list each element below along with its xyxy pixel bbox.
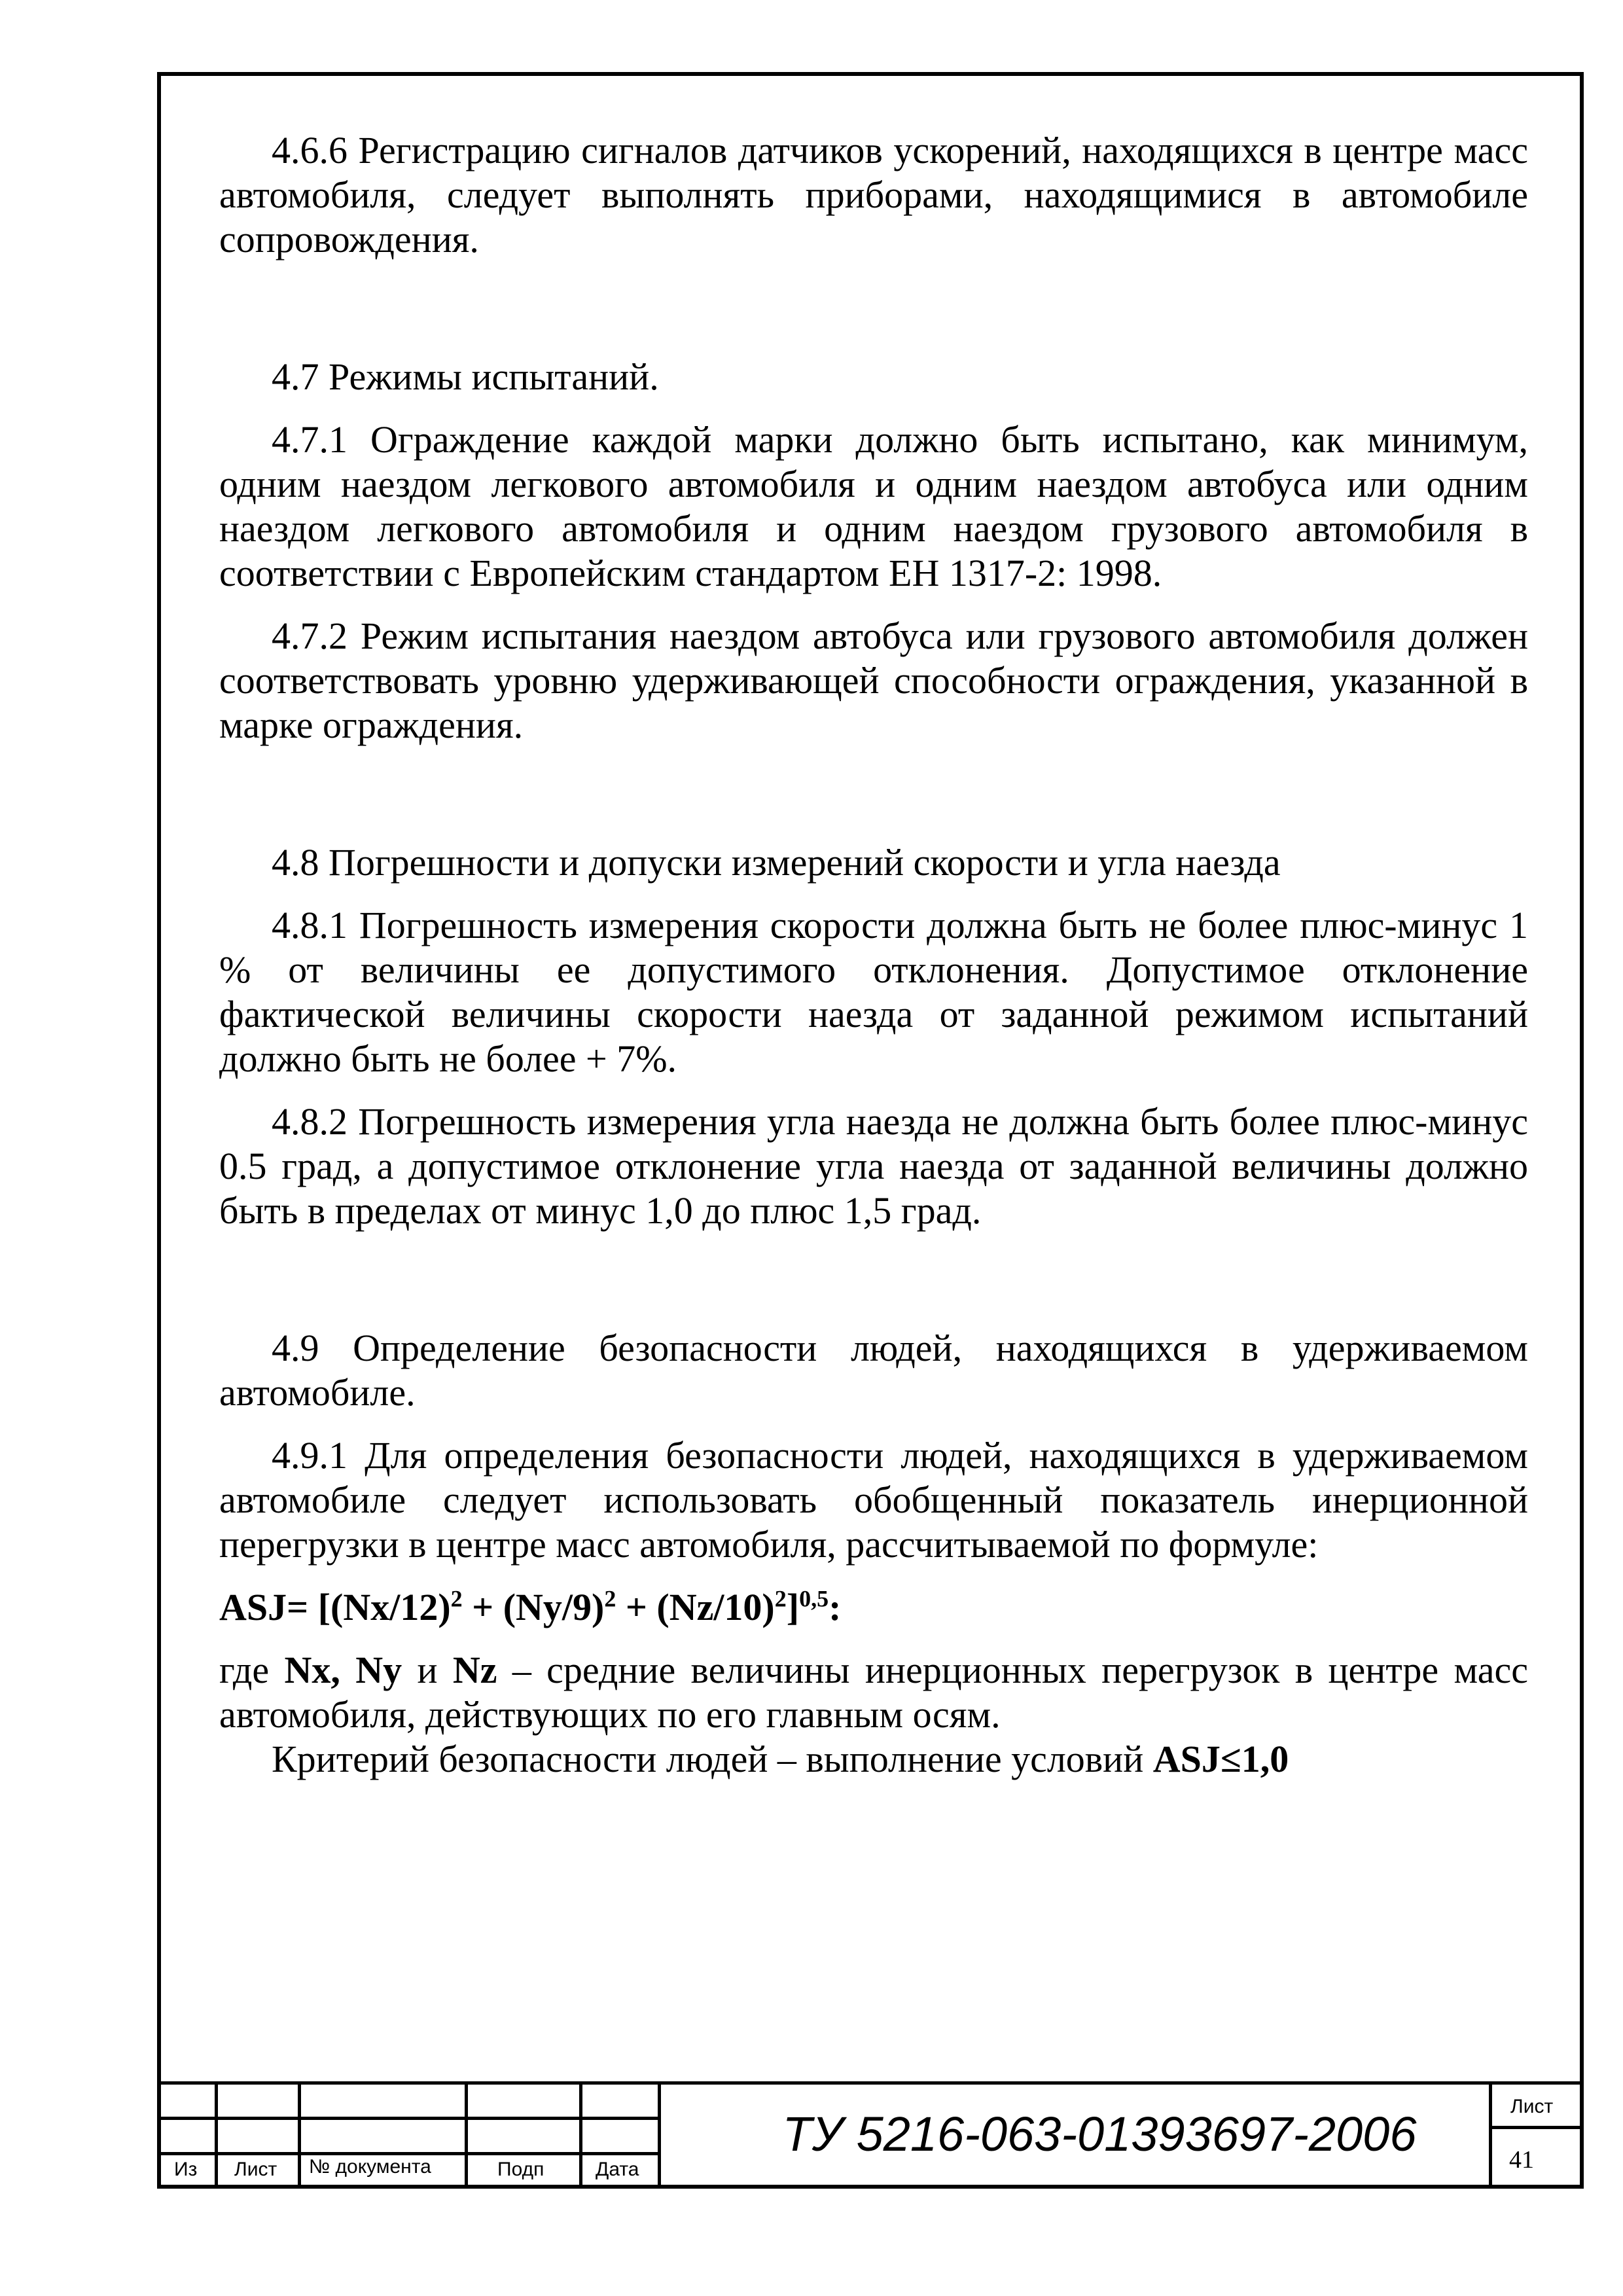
paragraph-4-7-2: 4.7.2 Режим испытания наездом автобуса или грузового автомобиля должен соответствовать уровню удерживающей способности ограждения, указанной в марке ограждения. xyxy=(219,615,1528,746)
label-iz: Из xyxy=(174,2159,198,2180)
formula-legend: где Nx, Ny и Nz – средние величины инерционных перегрузок в центре масс автомобиля, действующих по его главным осям. xyxy=(219,1649,1529,1736)
grid-line xyxy=(658,2081,661,2189)
paragraph-4-6-6: 4.6.6 Регистрацию сигналов датчиков ускорений, находящихся в центре масс автомобиля, следует выполнять приборами, находящимися в автомобиле сопровождения. xyxy=(219,129,1528,260)
grid-line xyxy=(157,2117,661,2120)
label-doc-number: № документа xyxy=(309,2156,431,2178)
grid-line xyxy=(157,2152,661,2155)
label-list: Лист xyxy=(234,2159,277,2180)
section-heading-4-8: 4.8 Погрешности и допуски измерений скорости и угла наезда xyxy=(272,841,1281,884)
grid-line xyxy=(579,2081,582,2189)
document-code: ТУ 5216-063-01393697-2006 xyxy=(782,2107,1417,2161)
grid-line xyxy=(465,2081,468,2189)
paragraph-4-8-2: 4.8.2 Погрешность измерения угла наезда не должна быть более плюс-минус 0.5 град, а допустимое отклонение угла наезда от заданной величины должно быть в пределах от минус 1,0 до плюс 1,5 град. xyxy=(219,1100,1528,1232)
label-signature: Подп xyxy=(497,2159,544,2180)
grid-line xyxy=(298,2081,301,2189)
grid-line xyxy=(1489,2081,1492,2189)
asj-formula: $ASJ= [(Nx/12)^2 + (Ny/9)^2 + (Nz/10)^2]^{0,5}$: xyxy=(219,1585,842,1628)
label-date: Дата xyxy=(596,2159,639,2180)
paragraph-4-8-1: 4.8.1 Погрешность измерения скорости должна быть не более плюс-минус 1 % от величины ее допустимого отклонения. Допустимое отклонение фактической величины скорости наезда от заданной режимом испытаний должно быть не более + 7%. xyxy=(219,904,1528,1080)
paragraph-4-7-1: 4.7.1 Ограждение каждой марки должно быть испытано, как минимум, одним наездом легкового автомобиля и одним наездом автобуса или одним наездом легкового автомобиля и одним наездом грузового автомобиля в соответствии с Европейским стандартом ЕН 1317-2: 1998. xyxy=(219,418,1528,594)
paragraph-4-9-1: 4.9.1 Для определения безопасности людей, находящихся в удерживаемом автомобиле следует использовать обобщенный показатель инерционной перегрузки в центре масс автомобиля, рассчитываемой по формуле: xyxy=(219,1434,1528,1566)
section-heading-4-7: 4.7 Режимы испытаний. xyxy=(272,355,659,398)
section-heading-4-9: 4.9 Определение безопасности людей, находящихся в удерживаемом автомобиле. xyxy=(219,1327,1528,1414)
safety-criterion: Критерий безопасности людей – выполнение условий ASJ≤1,0 xyxy=(272,1738,1289,1780)
grid-line xyxy=(215,2081,218,2189)
sheet-number: 41 xyxy=(1509,2146,1534,2174)
grid-line xyxy=(1489,2126,1584,2129)
document-body xyxy=(219,128,1528,1782)
label-sheet: Лист xyxy=(1510,2096,1554,2117)
title-block-top-line xyxy=(157,2081,1584,2085)
title-block xyxy=(157,2081,1584,2189)
